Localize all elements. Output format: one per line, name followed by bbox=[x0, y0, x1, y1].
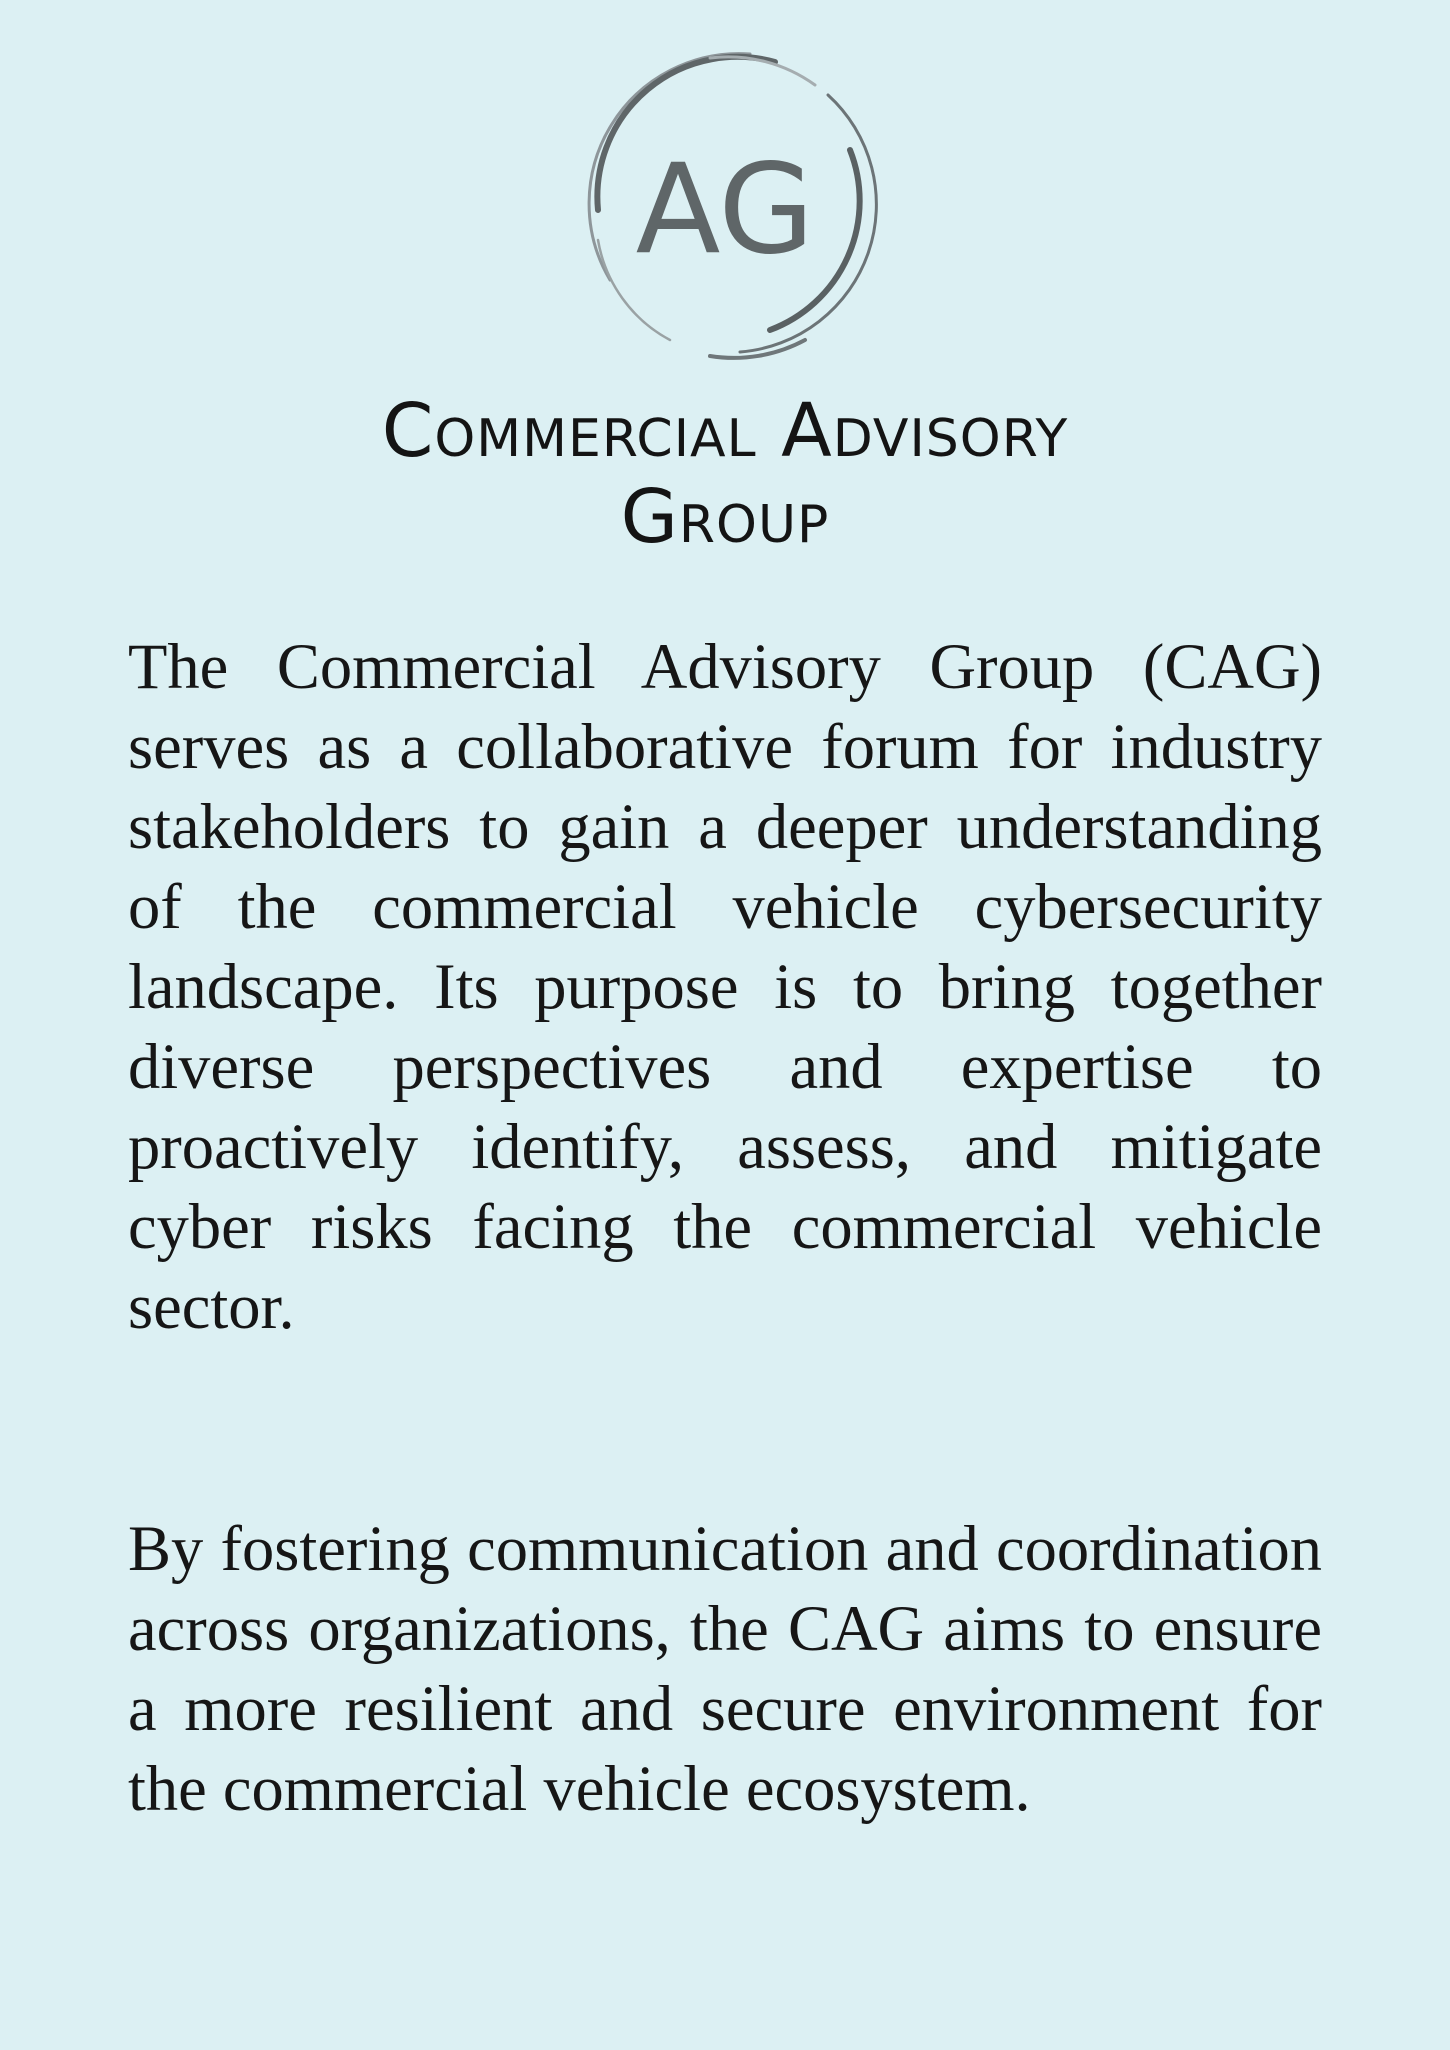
ag-monogram-logo bbox=[560, 40, 890, 370]
body-paragraph-2: By fostering communication and coordination across organizations, the CAG aims to ensure a more resilient and secure environment for the commercial vehicle ecosystem. bbox=[128, 1513, 1322, 1824]
title-line-1: Commercial Advisory bbox=[381, 388, 1069, 474]
logo-monogram-text: AG bbox=[635, 138, 815, 282]
page-title bbox=[0, 388, 1450, 560]
title-line-2: Group bbox=[620, 474, 830, 560]
body-paragraph-1: The Commercial Advisory Group (CAG) serves as a collaborative forum for industry stakeholders to gain a deeper understanding of the commercial vehicle cybersecurity landscape. Its purpose is to bring together diverse perspectives and expertise to proactively identify, assess, and mitigate cyber risks facing the commercial vehicle sector. bbox=[128, 631, 1322, 1342]
